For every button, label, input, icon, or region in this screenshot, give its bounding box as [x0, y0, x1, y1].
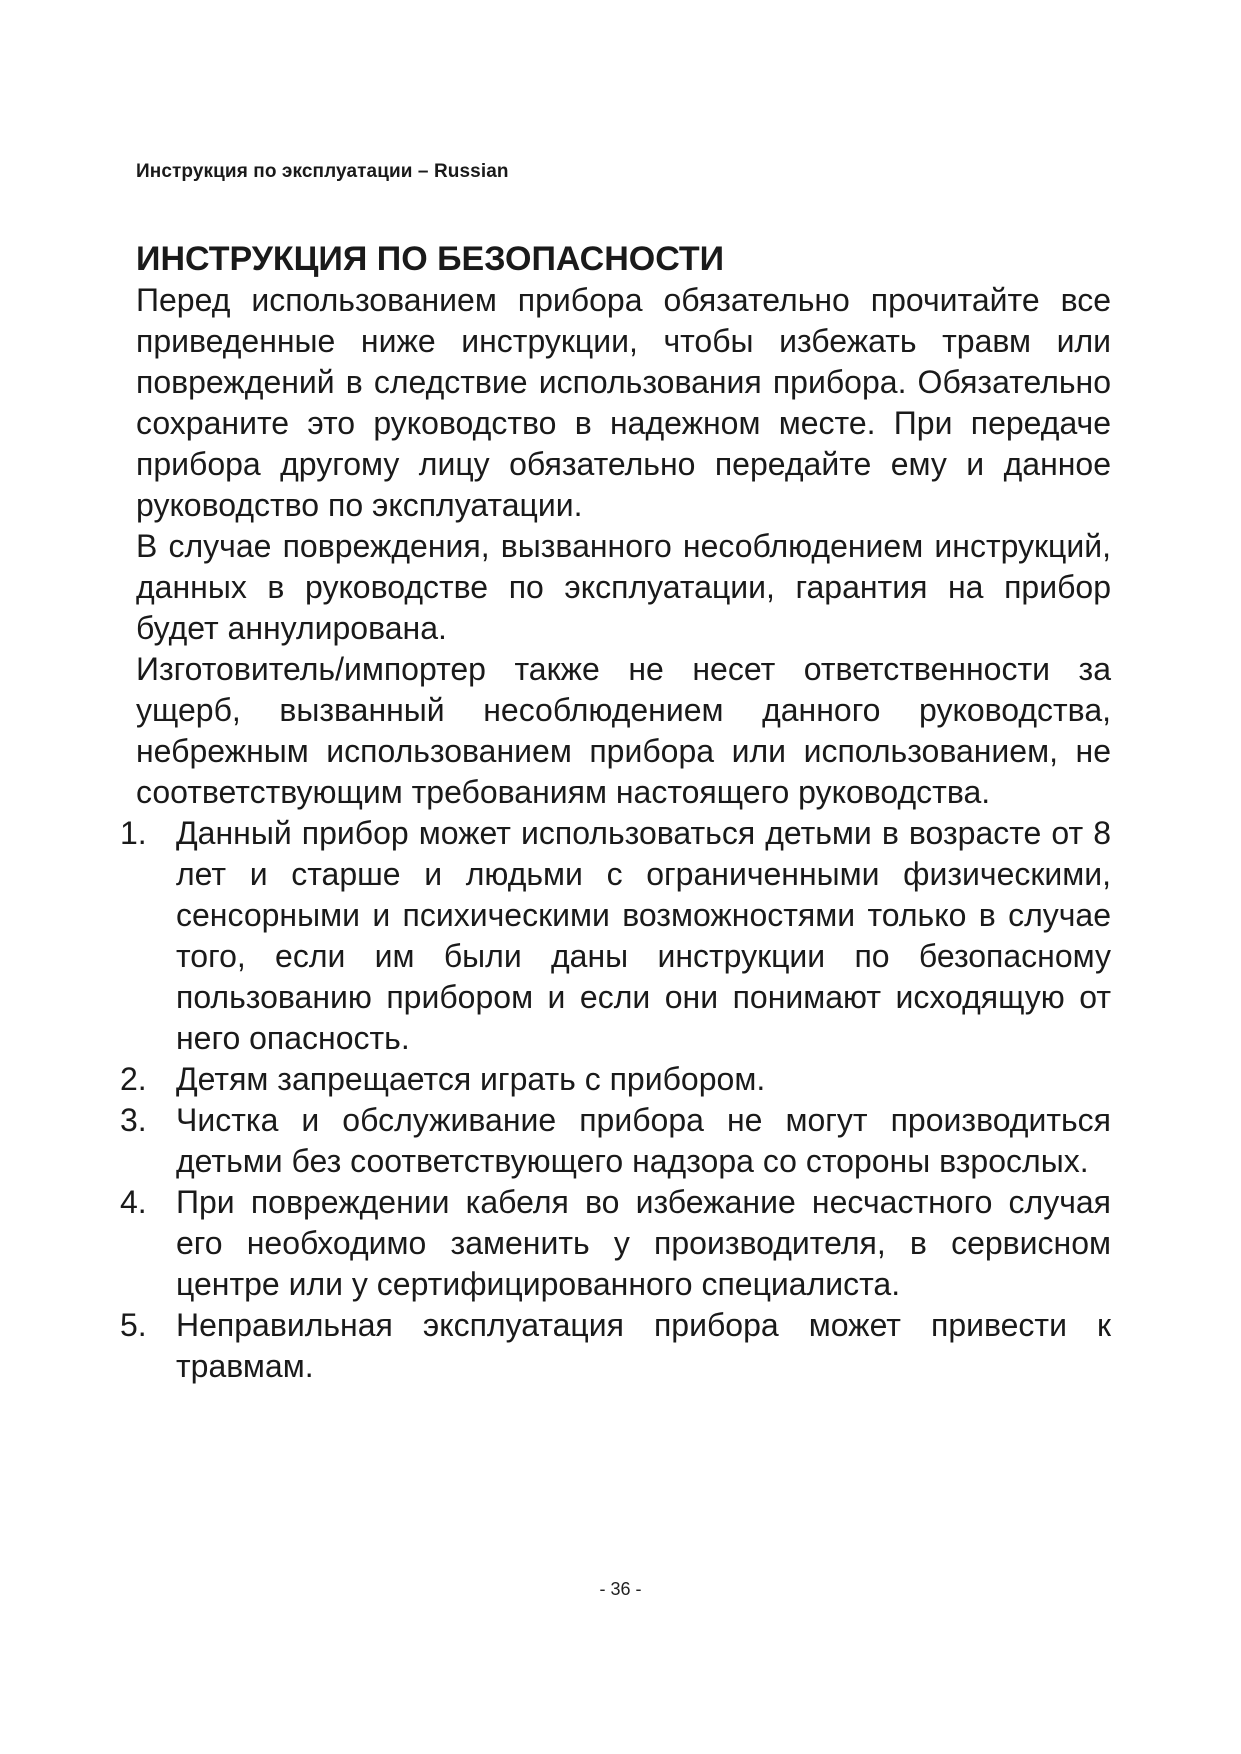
liability-paragraph: Изготовитель/импортер также не несет ответственности за ущерб, вызванный несоблюдением данного руководства, небрежным использованием прибора или использованием, не соответствующим требованиям настоящего руководства.: [136, 651, 1111, 810]
running-header: Инструкция по эксплуатации – Russian: [136, 161, 509, 182]
list-item-text: Данный прибор может использоваться детьми в возрасте от 8 лет и старше и людьми с ограниченными физическими, сенсорными и психическими возможностями только в случае того, если им были даны инструкции по безопасному пользованию прибором и если они понимают исходящую от него опасность.: [176, 815, 1111, 1056]
safety-list: [120, 813, 1111, 1387]
list-item-text: При повреждении кабеля во избежание несчастного случая его необходимо заменить у производителя, в сервисном центре или у сертифицированного специалиста.: [176, 1184, 1111, 1302]
list-item-number: 4.: [120, 1184, 147, 1220]
list-item: [120, 813, 1111, 1059]
warranty-paragraph: В случае повреждения, вызванного несоблюдением инструкций, данных в руководстве по эксплуатации, гарантия на прибор будет аннулирована.: [136, 528, 1111, 646]
list-item-number: 3.: [120, 1102, 147, 1138]
list-item: [120, 1059, 1111, 1100]
list-item-text: Неправильная эксплуатация прибора может привести к травмам.: [176, 1307, 1111, 1384]
list-item-text: Чистка и обслуживание прибора не могут производиться детьми без соответствующего надзора со стороны взрослых.: [176, 1102, 1111, 1179]
list-item: [120, 1100, 1111, 1182]
list-item-number: 1.: [120, 815, 147, 851]
list-item: [120, 1305, 1111, 1387]
list-item: [120, 1182, 1111, 1305]
section-title: ИНСТРУКЦИЯ ПО БЕЗОПАСНОСТИ: [136, 240, 725, 278]
list-item-number: 2.: [120, 1061, 147, 1097]
list-item-number: 5.: [120, 1307, 147, 1343]
intro-paragraph: Перед использованием прибора обязательно прочитайте все приведенные ниже инструкции, чтобы избежать травм или повреждений в следствие использования прибора. Обязательно сохраните это руководство в надежном месте. При передаче прибора другому лицу обязательно передайте ему и данное руководство по эксплуатации.: [136, 282, 1111, 523]
list-item-text: Детям запрещается играть с прибором.: [176, 1061, 766, 1097]
page-number: - 36 -: [599, 1579, 642, 1599]
safety-section: [120, 238, 1111, 1387]
